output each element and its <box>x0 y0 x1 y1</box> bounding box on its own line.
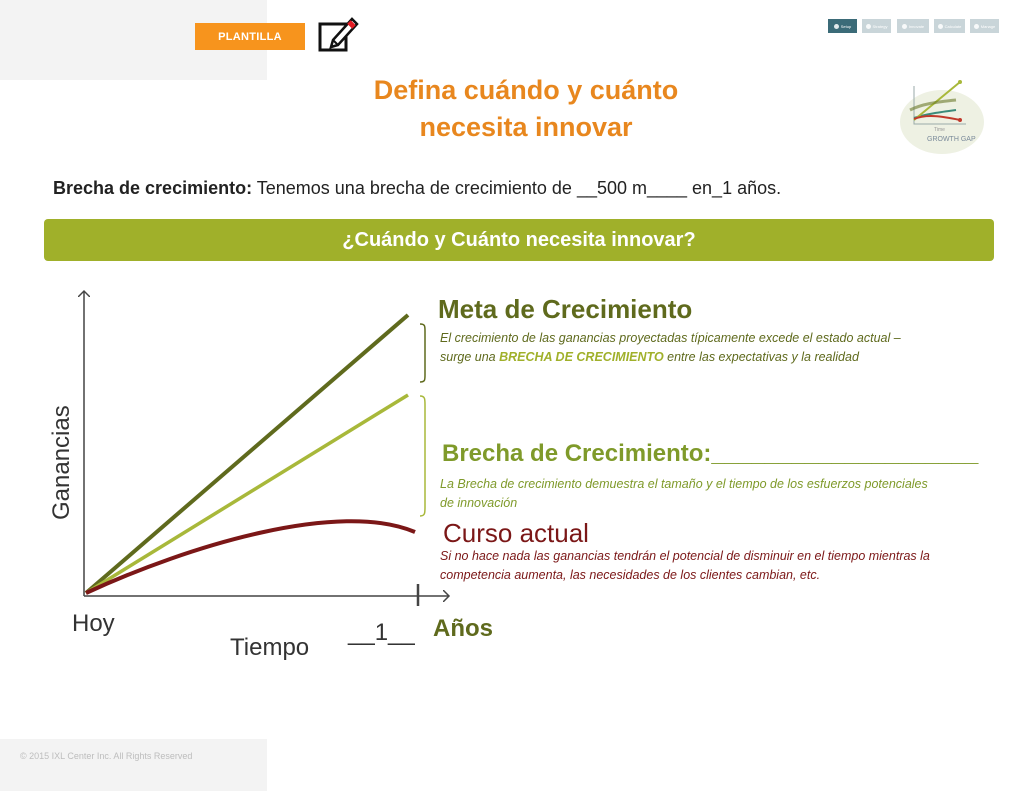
tab-dot-icon <box>938 24 943 29</box>
years-value: __1__ <box>348 619 415 646</box>
gap-bracket <box>420 396 425 516</box>
growth-goal-line <box>86 315 408 593</box>
nav-tab-strategy[interactable]: Strategy <box>862 19 891 33</box>
growth-gap-logo-icon <box>896 74 988 158</box>
title-line-2: necesita innovar <box>419 112 633 142</box>
tab-dot-icon <box>866 24 871 29</box>
gap-sentence <box>53 178 781 199</box>
current-course-line <box>86 521 415 593</box>
question-banner: ¿Cuándo y Cuánto necesita innovar? <box>44 219 994 261</box>
years-unit-label: Años <box>433 615 493 642</box>
origin-label: Hoy <box>72 610 115 637</box>
logo-time-text: Time <box>934 127 945 133</box>
footer-corner-panel <box>0 739 267 791</box>
logo-caption-text: GROWTH GAP <box>927 136 976 143</box>
growth-gap-highlight: BRECHA DE CRECIMIENTO <box>499 350 664 364</box>
page-title <box>300 72 752 146</box>
growth-goal-title: Meta de Crecimiento <box>438 294 693 324</box>
growth-goal-description: El crecimiento de las ganancias proyectadas típicamente excede el estado actual – surge una BRECHA DE CRECIMIENTO entre las expectativas y la realidad <box>440 331 901 364</box>
title-line-1: Defina cuándo y cuánto <box>373 75 679 105</box>
nav-tab-setup[interactable]: Setup <box>828 19 857 33</box>
template-badge-button[interactable]: PLANTILLA <box>195 23 305 50</box>
gap-sentence-text: Tenemos una brecha de crecimiento de __500 m____ en_1 años. <box>252 178 782 198</box>
copyright-footer: © 2015 IXL Center Inc. All Rights Reserved <box>20 751 193 761</box>
y-axis-label: Ganancias <box>48 405 75 520</box>
current-course-title: Curso actual <box>443 518 589 548</box>
goal-bracket <box>420 324 425 382</box>
x-axis-label: Tiempo <box>230 634 310 661</box>
tab-dot-icon <box>834 24 839 29</box>
nav-tab-calculate[interactable]: Calculate <box>934 19 965 33</box>
tab-dot-icon <box>974 24 979 29</box>
current-course-description: Si no hace nada las ganancias tendrán el potencial de disminuir en el tiempo mientras la competencia aumenta, las necesidades de los clientes cambian, etc. <box>440 549 930 582</box>
growth-gap-title: Brecha de Crecimiento:____________________ <box>442 440 979 467</box>
nav-tab-manage[interactable]: Manage <box>970 19 999 33</box>
edit-icon[interactable] <box>316 14 360 54</box>
tab-dot-icon <box>902 24 907 29</box>
nav-tab-innovate[interactable]: Innovate <box>897 19 929 33</box>
growth-gap-description: La Brecha de crecimiento demuestra el tamaño y el tiempo de los esfuerzos potenciales de innovación <box>440 477 928 510</box>
growth-gap-line <box>86 395 408 593</box>
gap-sentence-label: Brecha de crecimiento: <box>53 178 253 198</box>
